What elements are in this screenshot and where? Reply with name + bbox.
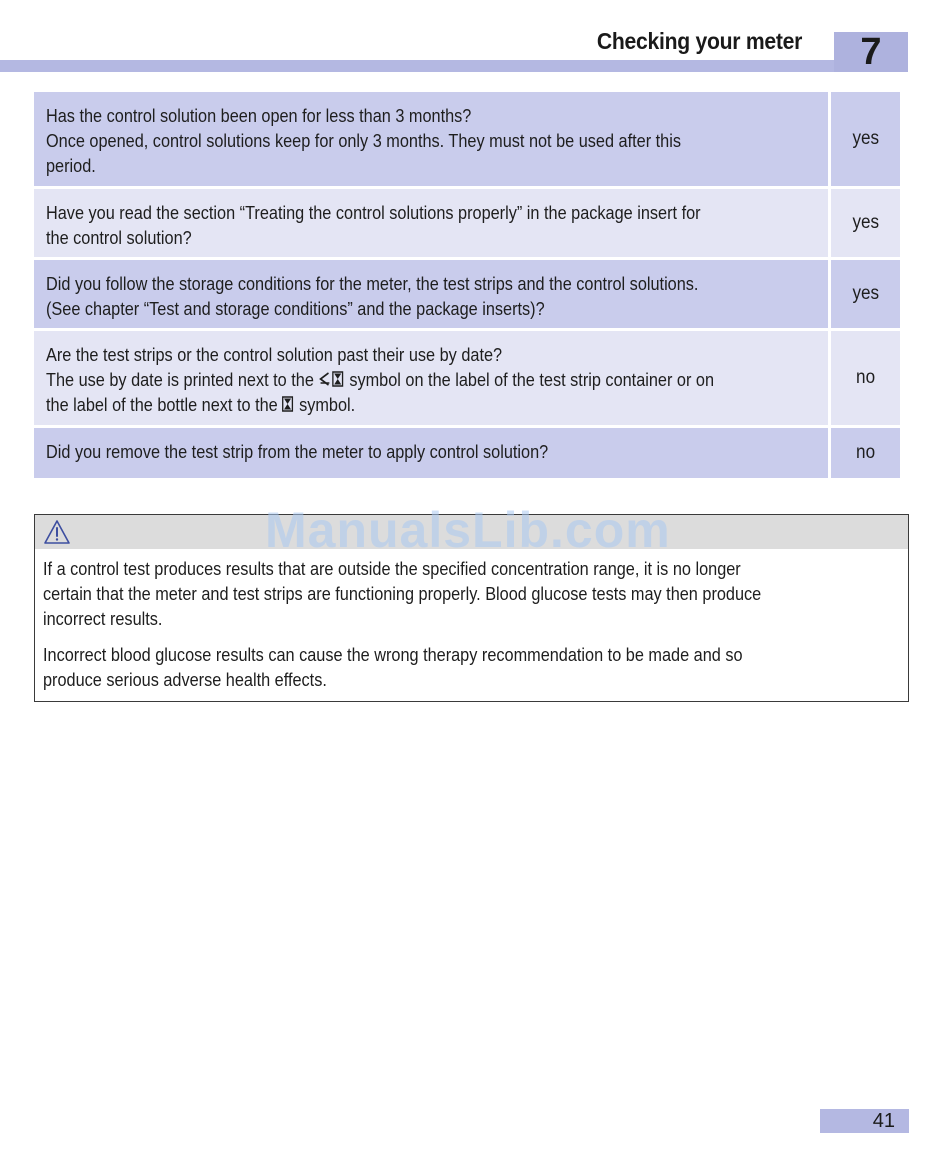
page-number-text: 41: [872, 1109, 895, 1132]
use-by-date-icon: [318, 370, 344, 388]
question-text: Has the control solution been open for less than 3 months? Once opened, control solutions keep for only 3 months. They must not be used after this period.: [46, 105, 681, 176]
checklist-row: [34, 92, 909, 186]
checklist-row: [34, 260, 909, 328]
question-cell: [34, 260, 828, 328]
checklist-row: [34, 428, 909, 478]
warning-box: [34, 502, 909, 702]
checklist-row: [34, 331, 909, 425]
answer-text: yes: [852, 212, 879, 233]
warning-triangle-icon: [43, 519, 71, 545]
header-bar: [0, 60, 908, 72]
question-cell: [34, 189, 828, 257]
answer-text: no: [855, 442, 876, 463]
answer-cell: [831, 260, 900, 328]
hourglass-icon: [282, 395, 294, 413]
page-number: [820, 1109, 909, 1133]
question-cell: [34, 92, 828, 186]
question-line-part: the label of the bottle next to the: [46, 394, 283, 415]
checklist-table: [34, 92, 909, 481]
warning-body: [35, 549, 908, 692]
question-line-part: symbol.: [294, 394, 356, 415]
answer-cell: [831, 189, 900, 257]
answer-cell: [831, 92, 900, 186]
chapter-number-box: [834, 32, 908, 72]
question-cell: [34, 428, 828, 478]
answer-text: yes: [852, 128, 879, 149]
answer-text: yes: [852, 283, 879, 304]
question-text: Have you read the section “Treating the control solutions properly” in the package insert for the control solution?: [46, 202, 701, 248]
question-line-part: symbol on the label of the test strip container or on: [344, 369, 715, 390]
chapter-number: 7: [860, 31, 882, 73]
question-line: Are the test strips or the control solution past their use by date?: [46, 344, 503, 365]
warning-paragraph: If a control test produces results that are outside the specified concentration range, it is no longer certain that the meter and test strips are functioning properly. Blood glucose tests may then produce incorrect results.: [43, 558, 762, 629]
warning-header: [35, 502, 908, 558]
answer-text: no: [855, 367, 876, 388]
answer-cell: [831, 428, 900, 478]
question-line-part: The use by date is printed next to the: [46, 369, 319, 390]
chapter-title: Checking your meter: [596, 28, 802, 54]
question-text: Did you follow the storage conditions for the meter, the test strips and the control solutions. (See chapter “Test and storage conditions” and the package inserts)?: [46, 273, 699, 319]
checklist-row: [34, 189, 909, 257]
question-cell: [34, 331, 828, 425]
question-text: Did you remove the test strip from the meter to apply control solution?: [46, 441, 549, 462]
watermark: ManualsLib.com: [265, 502, 671, 558]
question-text: [46, 342, 820, 417]
answer-cell: [831, 331, 900, 425]
warning-paragraph: Incorrect blood glucose results can cause the wrong therapy recommendation to be made and so produce serious adverse health effects.: [43, 644, 743, 690]
